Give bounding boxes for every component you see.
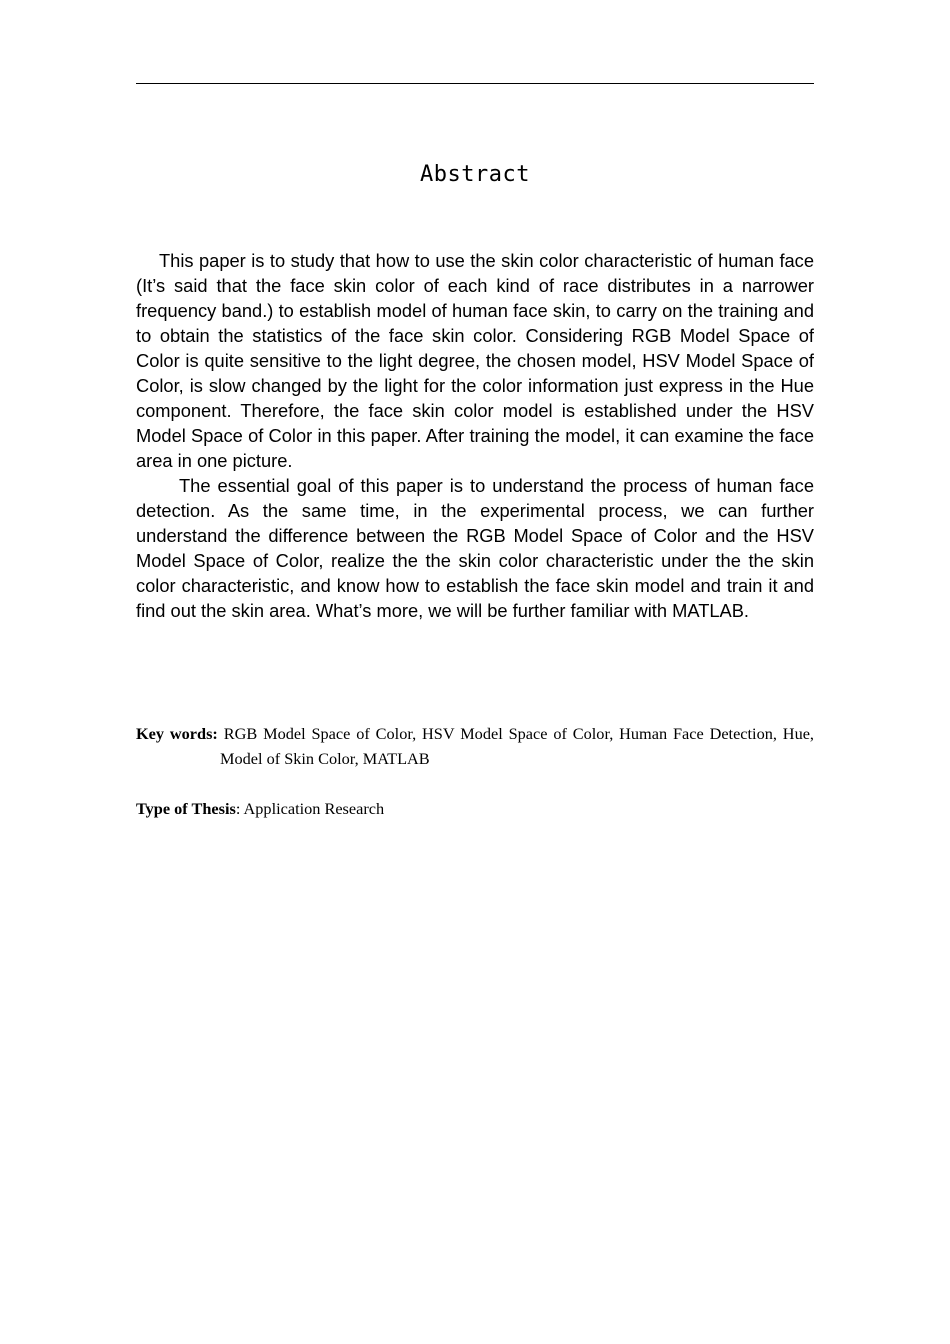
keywords-label: Key words:: [136, 724, 218, 743]
abstract-paragraph-2: The essential goal of this paper is to understand the process of human face detection. As the same time, in the experimental process, we can further understand the difference between the RGB Model Space of Color and the HSV Model Space of Color, realize the the skin color characteristic under the the skin color characteristic, and know how to establish the face skin model and train it and find out the skin area. What’s more, we will be further familiar with MATLAB.: [136, 475, 814, 621]
thesis-type-label: Type of Thesis: [136, 799, 236, 818]
thesis-type-separator: :: [235, 799, 244, 818]
thesis-type-value: Application Research: [243, 799, 385, 818]
thesis-type-block: [136, 796, 814, 821]
page-title: Abstract: [420, 162, 530, 187]
abstract-body: [136, 248, 814, 623]
keywords-value: RGB Model Space of Color, HSV Model Space of Color, Human Face Detection, Hue, Model of Skin Color, MATLAB: [220, 724, 814, 768]
header-rule: [136, 83, 814, 84]
keywords-block: [136, 721, 814, 771]
abstract-paragraph-1: This paper is to study that how to use the skin color characteristic of human face (It’s said that the face skin color of each kind of race distributes in a narrower frequency band.) to establish model of human face skin, to carry on the training and to obtain the statistics of the face skin color. Considering RGB Model Space of Color is quite sensitive to the light degree, the chosen model, HSV Model Space of Color, is slow changed by the light for the color information just express in the Hue component. Therefore, the face skin color model is established under the HSV Model Space of Color in this paper. After training the model, it can examine the face area in one picture.: [136, 250, 814, 471]
